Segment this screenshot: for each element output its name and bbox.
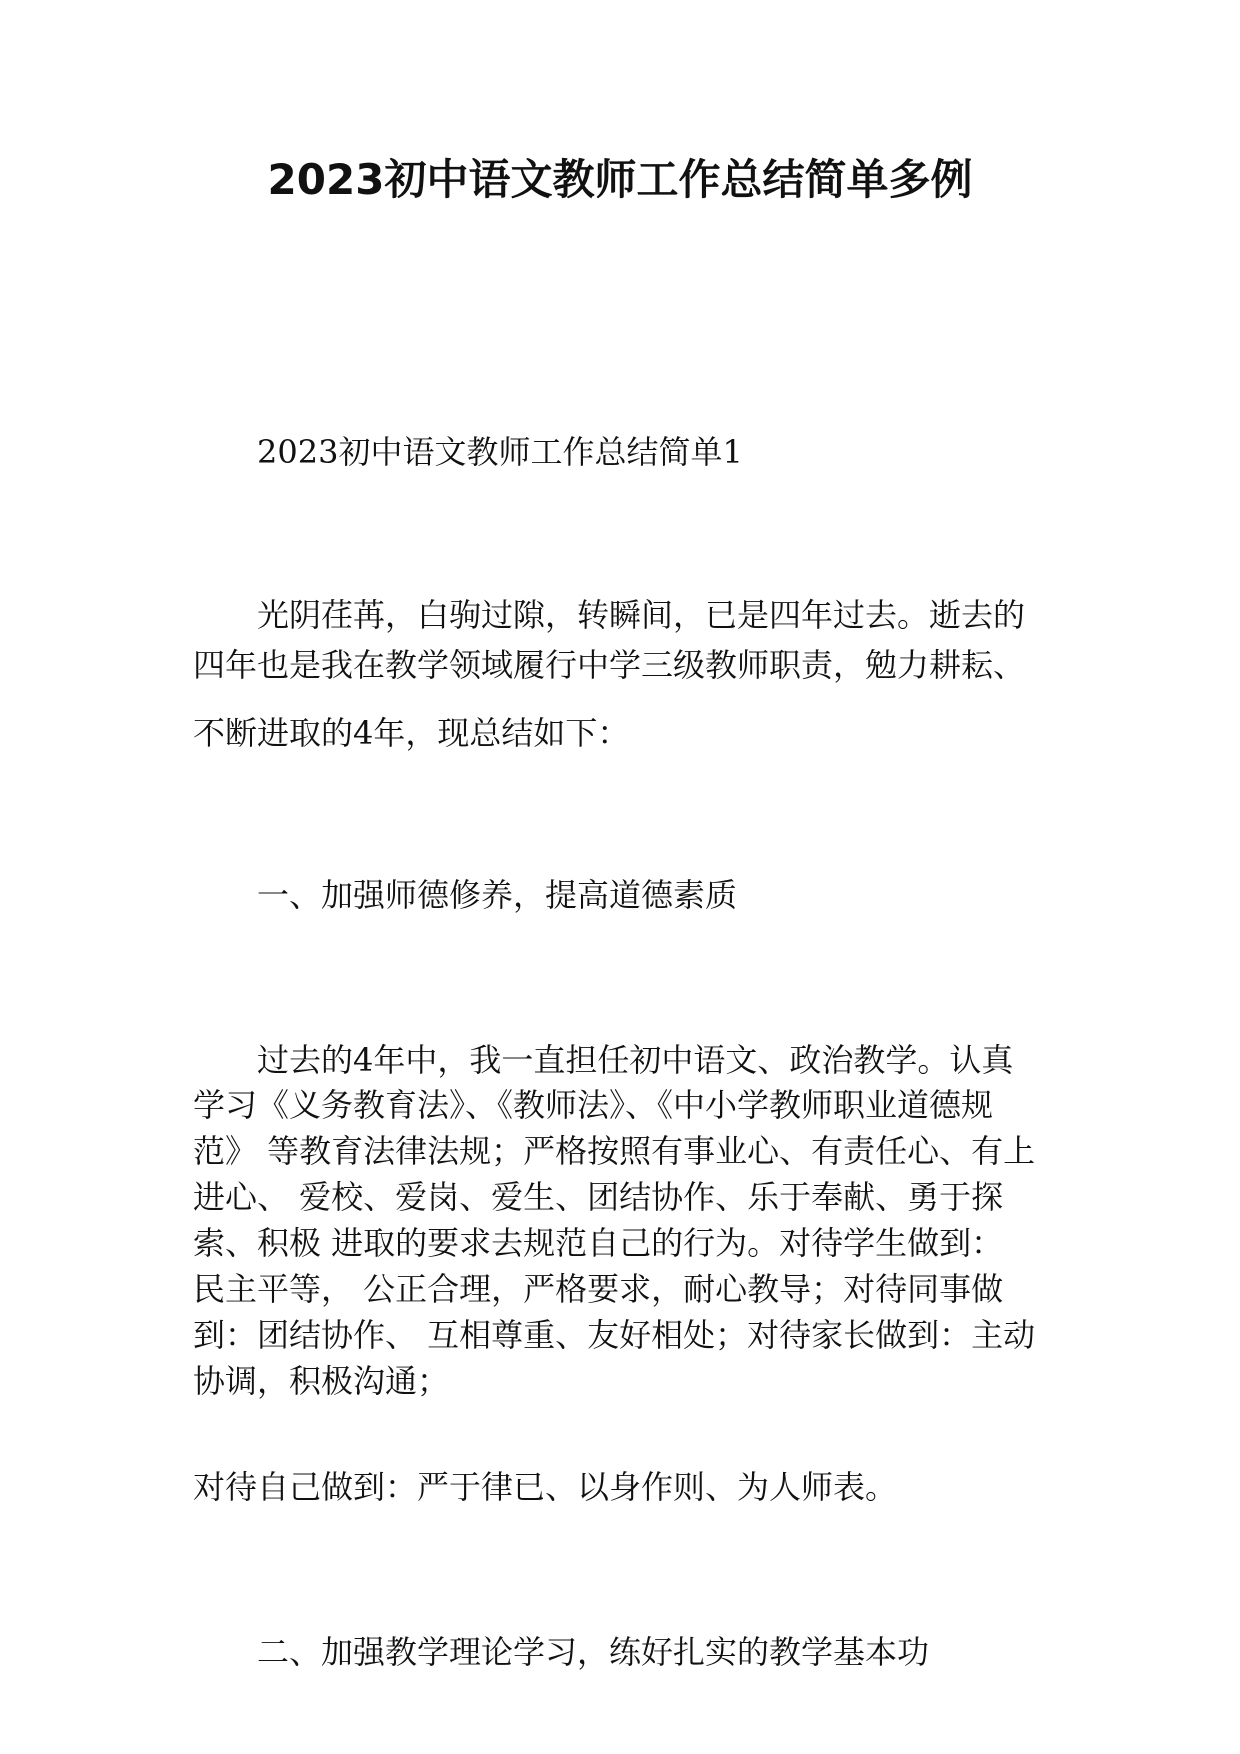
section1-paragraph-continued: 对待自己做到：严于律已、以身作则、为人师表。 bbox=[193, 1468, 898, 1506]
section1-paragraph bbox=[193, 1038, 1063, 1404]
intro-line: 不断进取的4年，现总结如下： bbox=[193, 714, 630, 752]
section2-heading: 二、加强教学理论学习，练好扎实的教学基本功 bbox=[257, 1633, 930, 1671]
paragraph-line: 到：团结协作、 互相尊重、友好相处；对待家长做到：主动 bbox=[193, 1316, 1036, 1354]
paragraph-line: 民主平等， 公正合理，严格要求，耐心教导；对待同事做 bbox=[193, 1270, 1004, 1308]
section1-heading: 一、加强师德修养，提高道德素质 bbox=[257, 876, 738, 914]
paragraph-line: 索、积极 进取的要求去规范自己的行为。对待学生做到： bbox=[193, 1224, 1004, 1262]
intro-line: 光阴荏苒，白驹过隙，转瞬间，已是四年过去。逝去的 bbox=[257, 596, 1026, 634]
intro-paragraph bbox=[193, 590, 1063, 758]
document-title: 2023初中语文教师工作总结简单多例 bbox=[267, 155, 973, 204]
paragraph-line: 过去的4年中，我一直担任初中语文、政治教学。认真 bbox=[257, 1041, 1014, 1079]
paragraph-line: 学习《义务教育法》、《教师法》、《中小学教师职业道德规 bbox=[193, 1086, 994, 1124]
document-subtitle: 2023初中语文教师工作总结简单1 bbox=[257, 433, 743, 471]
paragraph-line: 进心、 爱校、爱岗、爱生、团结协作、乐于奉献、勇于探 bbox=[193, 1178, 1004, 1216]
paragraph-line: 协调，积极沟通； bbox=[193, 1362, 450, 1400]
paragraph-line: 范》 等教育法律法规；严格按照有事业心、有责任心、有上 bbox=[193, 1132, 1036, 1170]
intro-line: 四年也是我在教学领域履行中学三级教师职责，勉力耕耘、 bbox=[193, 646, 1026, 684]
